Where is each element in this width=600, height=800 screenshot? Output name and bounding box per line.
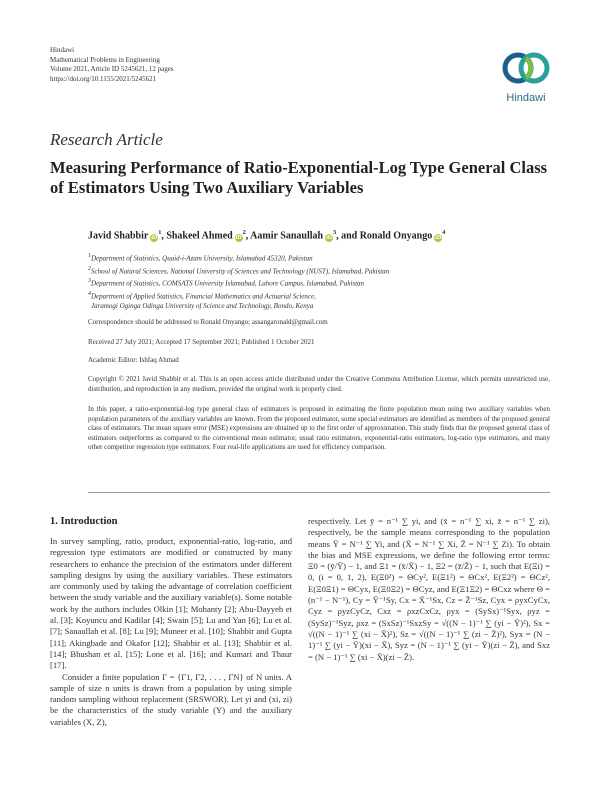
affiliation-item: 3Department of Statistics, COMSATS University Islamabad, Lahore Campus, Islamabad, Pakistan [88,278,365,288]
author-affil-mark: 3 [333,230,337,236]
author-affil-mark: 4 [442,230,446,236]
journal-info [50,46,174,84]
author-sep: , [245,230,249,242]
academic-editor: Academic Editor: Ishfaq Ahmad [88,356,179,364]
affiliation-item: 1Department of Statistics, Quaid-i-Azam University, Islamabad 45320, Pakistan [88,253,313,263]
paper-title: Measuring Performance of Ratio-Exponential-Log Type General Class of Estimators Using Two Auxiliary Variables [50,158,548,197]
author-sep: , [161,230,164,242]
body-paragraph: respectively. Let ȳ = n⁻¹ ∑ yi, and (x̄ = n⁻¹ ∑ xi, z̄ = n⁻¹ ∑ zi), respectively, be the sample means corresponding to the population means Ȳ = N⁻¹ ∑ Yi, and (X̄ = N⁻¹ ∑ Xi, Z̄ = N⁻¹ ∑ Zi). To obtain the bias and MSE expressions, we define the following error terms: Ξ0 = (ȳ/Ȳ) − 1, and Ξ1 = (x̄/X̄) − 1, Ξ2 = (z̄/Z̄) − 1, such that E(Ξi) = 0, (i = 0, 1, 2), E(Ξ0²) = ΘCy², E(Ξ1²) = ΘCx², E(Ξ2²) = ΘCz², E(Ξ0Ξ1) = ΘCyx, E(Ξ0Ξ2) = ΘCyz, and E(Ξ1Ξ2) = ΘCxz where Θ = (n⁻¹ − N⁻¹), Cy = Ȳ⁻¹Sy, Cx = X̄⁻¹Sx, Cz = Z̄⁻¹Sz, Cyx = ρyxCyCx, Cyz = ρyzCyCz, Cxz = ρxzCxCz, ρyx = (SySx)⁻¹Syx, ρyz = (SySz)⁻¹Syz, ρxz = (SxSz)⁻¹SxzSy = √((N − 1)⁻¹ ∑ (yi − Ȳ)²), Sx = √((N − 1)⁻¹ ∑ (xi − X̄)²), Sz = √((N − 1)⁻¹ ∑ (zi − Z̄)²), Syx = (N − 1)⁻¹ ∑ (yi − Ȳ)(xi − X̄), Syz = (N − 1)⁻¹ ∑ (yi − Ȳ)(zi − Z̄), and Sxz = (N − 1)⁻¹ ∑ (xi − X̄)(zi − Z̄). [308,516,550,662]
orcid-icon[interactable]: iD [435,235,442,242]
author-name: Shakeel Ahmed [166,230,233,242]
author-name: Javid Shabbir [88,230,149,242]
left-column [50,536,292,728]
dates-line: Received 27 July 2021; Accepted 17 September 2021; Published 1 October 2021 [88,338,315,346]
article-type: Research Article [50,130,163,149]
affiliation-continuation: Jaramogi Oginga Odinga University of Science and Technology, Bondo, Kenya [91,302,314,311]
orcid-icon[interactable]: iD [235,235,242,242]
author-affil-mark: 1 [158,230,162,236]
affiliation-item: 4Department of Applied Statistics, Financial Mathematics and Actuarial Science, [88,290,316,300]
section-divider [88,492,550,493]
logo-wordmark: Hindawi [506,92,546,104]
doi-link[interactable]: https://doi.org/10.1155/2021/5245621 [50,74,157,83]
body-paragraph: Consider a finite population Γ = {Γ1, Γ2, . . . , ΓN} of N units. A sample of size n units is drawn from a population by using simple random sampling without replacement (SRSWOR). Let yi and (xi, zi) be the characteristics of the study variable (Y) and the auxiliary variables (X, Z), [50,671,292,727]
author-name: Aamir Sanaullah [250,230,324,242]
author-list [88,230,445,242]
section-heading: 1. Introduction [50,516,118,527]
author-name: Ronald Onyango [359,230,433,242]
volume-line: Volume 2021, Article ID 5245621, 12 pages [50,65,174,73]
orcid-icon[interactable]: iD [151,235,158,242]
abstract-text: In this paper, a ratio-exponential-log type general class of estimators is proposed in estimating the finite population mean using two auxiliary variables when population parameters of the auxiliary variables are known. From the proposed estimator, some special estimators are identified as members of the proposed general class of estimators. The mean square error (MSE) expressions are obtained up to the first order of approximation. This study finds that the proposed general class of estimators outperforms as compared to the conventional mean estimator, usual ratio estimators, exponential-ratio estimators, log-ratio type estimators, and many other competitor regression type estimators. Four real-life applications are used for efficiency comparison. [88,405,550,451]
orcid-icon[interactable]: iD [326,235,333,242]
right-column [308,516,550,663]
correspondence: Correspondence should be addressed to Ronald Onyango; assangaronald@gmail.com [88,318,328,326]
copyright-notice: Copyright © 2021 Javid Shabbir et al. This is an open access article distributed under the Creative Commons Attribution License, which permits unrestricted use, distribution, and reproduction in any medium, provided the original work is properly cited. [88,375,550,393]
author-affil-mark: 2 [242,230,246,236]
journal-name: Mathematical Problems in Engineering [50,55,160,64]
affiliations [88,251,558,311]
affiliation-item: 2School of Natural Sciences, National University of Sciences and Technology (NUST), Islamabad, Pakistan [88,265,390,275]
body-paragraph: In survey sampling, ratio, product, exponential-ratio, log-ratio, and regression type estimators are modified or constructed by many researchers to enhance the precision of the estimators under different sampling designs by using the auxiliary variables. These estimators are commonly used by taking the advantage of correlation coefficient between the study variable and the auxiliary variable(s). Some notable work by the authors includes Olkin [1]; Mohanty [2]; Abu-Dayyeh et al. [3]; Koyuncu and Kadilar [4]; Swain [5]; Lu and Yan [6]; Lu et al. [7]; Sanaullah et al. [8]; Lu [9]; Muneer et al. [10]; Shabbir and Gupta [11]; Akingbade and Okafor [12]; Shabbir et al. [13]; Shabbir et al. [14]; Bhushan et al. [15]; Lone et al. [16]; and Kumari and Thaur [17]. [50,536,292,671]
publisher-name: Hindawi [50,46,75,54]
author-sep: , and [336,230,358,242]
